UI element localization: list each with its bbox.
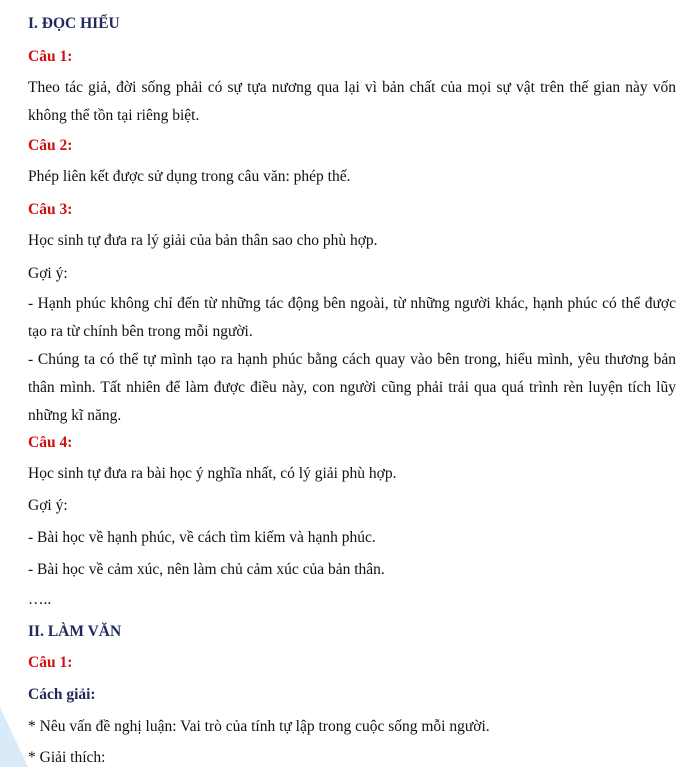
section-2-method-label: Cách giải: — [28, 686, 96, 703]
section-2-point-1: * Nêu vấn đề nghị luận: Vai trò của tính tự lập trong cuộc sống mỗi người. — [28, 718, 490, 735]
section-1-question-2-label: Câu 2: — [28, 137, 73, 154]
section-1-question-1-label: Câu 1: — [28, 48, 73, 65]
section-2-question-1-label: Câu 1: — [28, 654, 73, 671]
section-1-question-3-hint-1: - Hạnh phúc không chỉ đến từ những tác động bên ngoài, từ những người khác, hạnh phúc có thể được tạo ra từ chính bên trong mỗi người. — [28, 295, 676, 340]
section-1-question-4-label: Câu 4: — [28, 434, 73, 451]
section-2-point-2: * Giải thích: — [28, 749, 106, 766]
section-1-question-3-hint-label: Gợi ý: — [28, 265, 68, 282]
section-1-question-4-answer: Học sinh tự đưa ra bài học ý nghĩa nhất, có lý giải phù hợp. — [28, 465, 397, 482]
section-1-question-3-label: Câu 3: — [28, 201, 73, 218]
section-1-question-4-hint-1: - Bài học về hạnh phúc, về cách tìm kiếm và hạnh phúc. — [28, 529, 376, 546]
section-1-title: I. ĐỌC HIỂU — [28, 15, 120, 32]
section-2-title: II. LÀM VĂN — [28, 623, 122, 640]
section-1-question-4-ellipsis: ….. — [28, 591, 52, 608]
section-1-question-3-answer: Học sinh tự đưa ra lý giải của bản thân sao cho phù hợp. — [28, 232, 378, 249]
section-1-question-4-hint-label: Gợi ý: — [28, 497, 68, 514]
section-1-question-2-answer: Phép liên kết được sử dụng trong câu văn: phép thế. — [28, 168, 351, 185]
section-1-question-1-answer: Theo tác giả, đời sống phải có sự tựa nương qua lại vì bản chất của mọi sự vật trên thế gian này vốn không thể tồn tại riêng biệt. — [28, 79, 676, 124]
section-1-question-3-hint-2: - Chúng ta có thể tự mình tạo ra hạnh phúc bằng cách quay vào bên trong, hiểu mình, yêu thương bản thân mình. Tất nhiên để làm được điều này, con người cũng phải trải qua quá trình rèn luyện tích lũy những kĩ năng. — [28, 351, 676, 424]
section-1-question-4-hint-2: - Bài học về cảm xúc, nên làm chủ cảm xúc của bản thân. — [28, 561, 385, 578]
corner-decoration — [0, 707, 28, 767]
